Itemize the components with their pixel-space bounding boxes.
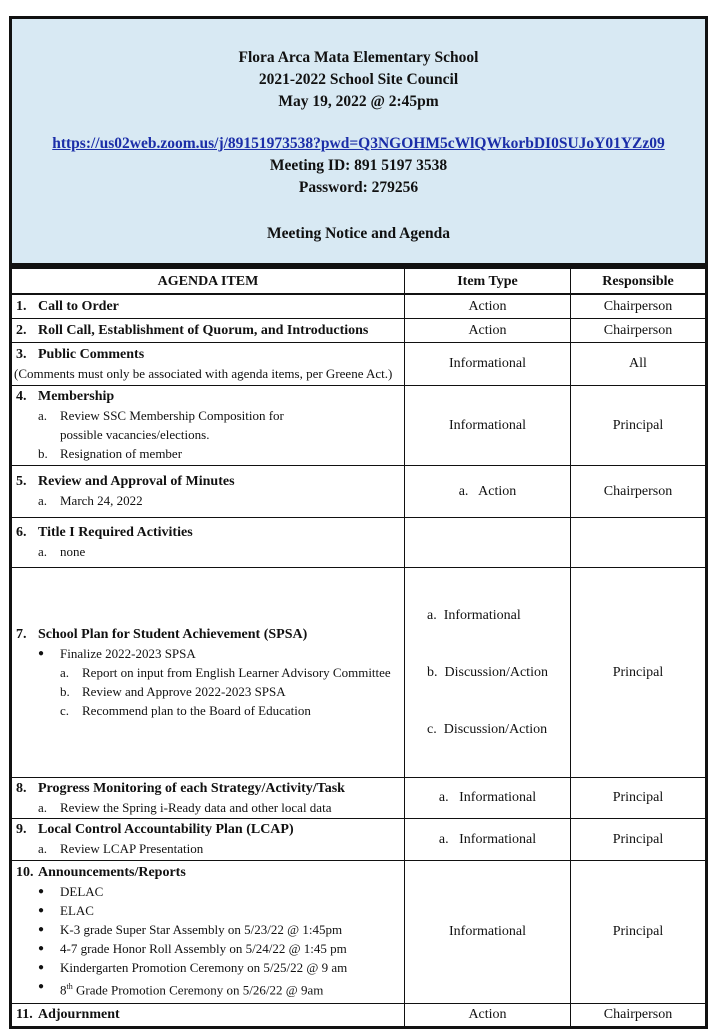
item-cell: 6. Title I Required Activities a. none <box>11 517 405 567</box>
table-row <box>11 465 707 517</box>
table-header-row <box>11 268 707 295</box>
item-cell: 7. School Plan for Student Achievement (SPSA) ● Finalize 2022-2023 SPSA a. Report on input from English Learner Advisory Committee b. Review and Approve 2022-2023 SPSA c. Recommend plan to the Board of Education <box>11 567 405 777</box>
item-title: Call to Order <box>38 298 119 314</box>
item-cell: 9. Local Control Accountability Plan (LCAP) a. Review LCAP Presentation <box>11 818 405 860</box>
bullet-dot-icon: ● <box>38 886 45 898</box>
zoom-link[interactable]: https://us02web.zoom.us/j/89151973538?pwd=Q3NGOHM5cWlQWkorbDI0SUJoY01YZz09 <box>52 135 665 152</box>
item-cell: 5. Review and Approval of Minutes a. March 24, 2022 <box>11 465 405 517</box>
table-row <box>11 342 707 385</box>
sub-item: Review SSC Membership Composition for possible vacancies/elections. <box>60 408 284 442</box>
bullet-dot-icon: ● <box>38 905 45 917</box>
col-item-type: Item Type <box>405 268 571 295</box>
item-title: Title I Required Activities <box>38 525 193 540</box>
item-cell: 3. Public Comments (Comments must only be associated with agenda items, per Greene Act.) <box>11 342 405 385</box>
item-title: Public Comments <box>38 346 145 362</box>
item-title: Local Control Accountability Plan (LCAP) <box>38 822 294 837</box>
sub-item: Review the Spring i-Ready data and other local data <box>60 799 332 815</box>
item-type: Informational <box>405 342 571 385</box>
bullet-item: DELAC <box>60 884 104 900</box>
item-title: School Plan for Student Achievement (SPSA) <box>38 626 308 642</box>
bullet-dot-icon: ● <box>38 647 45 659</box>
school-name: Flora Arca Mata Elementary School <box>238 49 479 66</box>
item-type: Action <box>405 318 571 342</box>
bullet-dot-icon: ● <box>38 924 45 936</box>
bullet-dot-icon: ● <box>38 981 45 993</box>
sub-item: none <box>60 544 86 559</box>
item-cell: 1. Call to Order <box>11 294 405 318</box>
notice-title: Meeting Notice and Agenda <box>267 225 450 242</box>
item-title: Review and Approval of Minutes <box>38 474 235 489</box>
item-type: a. Informational <box>405 818 571 860</box>
item-responsible: Chairperson <box>571 1003 707 1027</box>
table-row <box>11 517 707 567</box>
bullet-item: K-3 grade Super Star Assembly on 5/23/22 @ 1:45pm <box>60 922 343 938</box>
item-responsible: Chairperson <box>571 465 707 517</box>
table-row <box>11 818 707 860</box>
table-row <box>11 860 707 1003</box>
bullet-item: Kindergarten Promotion Ceremony on 5/25/22 @ 9 am <box>60 960 348 976</box>
item-cell: 8. Progress Monitoring of each Strategy/Activity/Task a. Review the Spring i-Ready data and other local data <box>11 777 405 818</box>
item-note: (Comments must only be associated with agenda items, per Greene Act.) <box>14 365 393 381</box>
sub-item: March 24, 2022 <box>60 493 143 508</box>
col-responsible: Responsible <box>571 268 707 295</box>
item-responsible: Principal <box>571 385 707 465</box>
meeting-id: Meeting ID: 891 5197 3538 <box>269 157 448 174</box>
item-responsible <box>571 517 707 567</box>
bullet-item: ELAC <box>60 903 94 919</box>
item-title: Roll Call, Establishment of Quorum, and Introductions <box>38 322 369 338</box>
table-row <box>11 318 707 342</box>
item-type: a. Informational <box>405 777 571 818</box>
sub-item: Review and Approve 2022-2023 SPSA <box>82 683 286 699</box>
item-title: Adjournment <box>38 1007 120 1022</box>
item-responsible: All <box>571 342 707 385</box>
item-type: Informational <box>405 385 571 465</box>
item-type: Informational <box>405 860 571 1003</box>
item-title: Membership <box>38 389 115 404</box>
item-title: Announcements/Reports <box>38 865 186 881</box>
item-cell: 11. Adjournment <box>11 1003 405 1027</box>
bullet-dot-icon: ● <box>38 962 45 974</box>
meeting-datetime: May 19, 2022 @ 2:45pm <box>278 93 439 110</box>
item-cell: 2. Roll Call, Establishment of Quorum, and Introductions <box>11 318 405 342</box>
bullet-dot-icon: ● <box>38 943 45 955</box>
agenda-table <box>9 266 708 1029</box>
item-responsible: Principal <box>571 777 707 818</box>
item-responsible: Chairperson <box>571 318 707 342</box>
item-cell: 4. Membership a. Review SSC Membership Composition for possible vacancies/elections. b. Resignation of member <box>11 385 405 465</box>
table-row <box>11 294 707 318</box>
item-responsible: Principal <box>571 860 707 1003</box>
bullet-item: 4-7 grade Honor Roll Assembly on 5/24/22 @ 1:45 pm <box>60 941 347 957</box>
bullet-item: Finalize 2022-2023 SPSA <box>60 645 196 661</box>
table-row <box>11 567 707 777</box>
item-type <box>405 517 571 567</box>
item-title: Progress Monitoring of each Strategy/Activity/Task <box>38 780 345 796</box>
item-type <box>405 567 571 777</box>
type-c: c. Discussion/Action <box>427 721 548 737</box>
item-type: Action <box>405 294 571 318</box>
item-type: a. Action <box>405 465 571 517</box>
item-responsible: Chairperson <box>571 294 707 318</box>
table-row <box>11 385 707 465</box>
col-agenda-item: AGENDA ITEM <box>11 268 405 295</box>
type-b: b. Discussion/Action <box>427 664 548 680</box>
sub-item: Recommend plan to the Board of Education <box>82 702 311 718</box>
sub-item: Resignation of member <box>60 446 183 461</box>
table-row <box>11 1003 707 1027</box>
item-responsible: Principal <box>571 818 707 860</box>
item-responsible: Principal <box>571 567 707 777</box>
type-a: a. Informational <box>427 607 521 623</box>
sub-item: Review LCAP Presentation <box>60 841 204 856</box>
agenda-page <box>9 16 708 1029</box>
table-row <box>11 777 707 818</box>
item-cell: 10. Announcements/Reports ● DELAC ● ELAC ● K-3 grade Super Star Assembly on 5/23/22 @ 1:45pm ● 4-7 grade Honor Roll Assembly on 5/24/22 @ 1:45 pm ● Kindergarten Promotion Ceremony on 5/25/22 @ 9 am ● 8th Grade Promotion Ceremony on 5/26/22 @ 9am <box>11 860 405 1003</box>
meeting-password: Password: 279256 <box>298 179 419 196</box>
header-box <box>9 16 708 266</box>
council-name: 2021-2022 School Site Council <box>258 71 459 88</box>
item-type: Action <box>405 1003 571 1027</box>
sub-item: Report on input from English Learner Advisory Committee <box>82 664 391 680</box>
bullet-item: 8th Grade Promotion Ceremony on 5/26/22 @ 9am <box>60 982 324 998</box>
